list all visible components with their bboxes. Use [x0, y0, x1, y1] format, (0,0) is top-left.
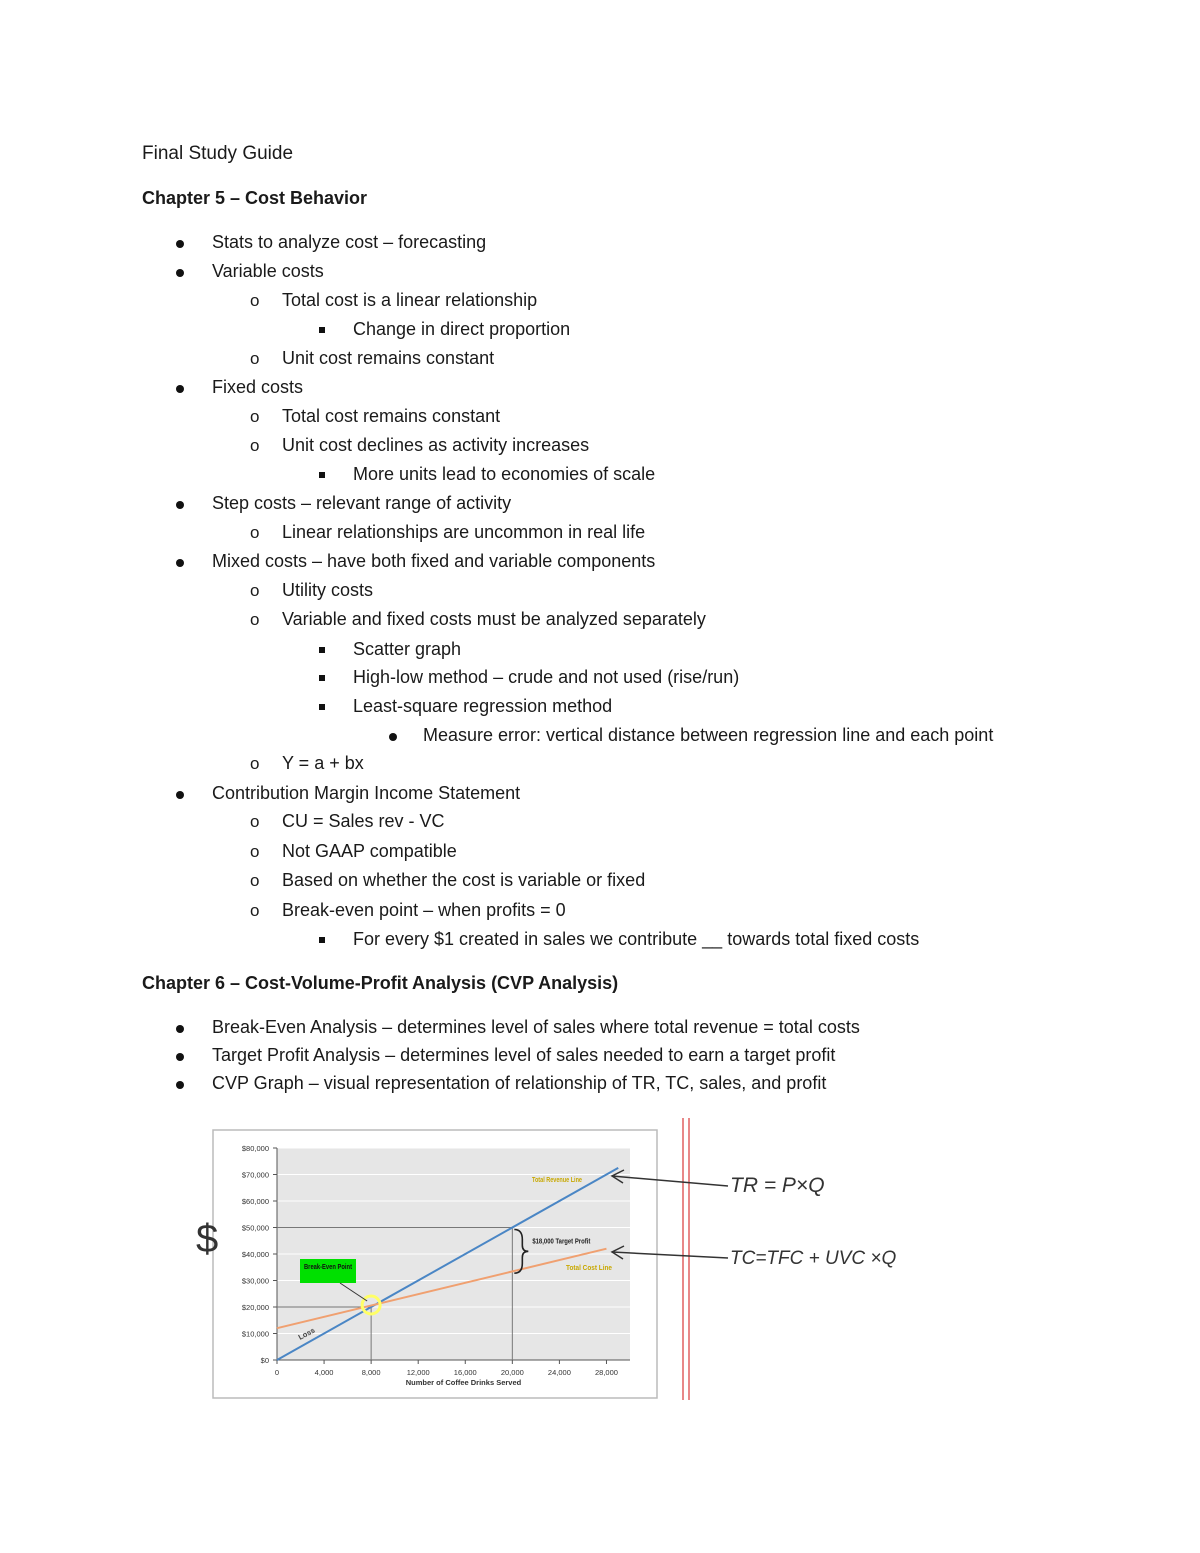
handwritten-tr-formula: TR = P×Q — [730, 1174, 825, 1197]
handwritten-dollar: $ — [196, 1217, 219, 1261]
x-tick-label: 20,000 — [500, 1368, 524, 1377]
circle-bullet-icon: o — [250, 901, 260, 920]
list-item: Step costs – relevant range of activity — [212, 493, 512, 513]
list-item: Measure error: vertical distance between regression line and each point — [423, 725, 994, 745]
y-tick-label: $0 — [260, 1356, 269, 1365]
target-profit-label: $18,000 Target Profit — [532, 1236, 591, 1246]
list-item: Fixed costs — [212, 377, 304, 397]
circle-bullet-icon: o — [250, 436, 260, 455]
list-item: High-low method – crude and not used (rise/run) — [353, 667, 740, 687]
total-revenue-label: Total Revenue Line — [532, 1175, 582, 1184]
list-item: For every $1 created in sales we contribute __ towards total fixed costs — [353, 929, 920, 949]
y-tick-label: $40,000 — [241, 1250, 269, 1259]
list-item: Least-square regression method — [353, 696, 613, 716]
list-item: Variable costs — [212, 261, 324, 281]
circle-bullet-icon: o — [250, 407, 260, 426]
list-item: Linear relationships are uncommon in real life — [282, 522, 646, 542]
circle-bullet-icon: o — [250, 581, 260, 600]
x-tick-label: 28,000 — [594, 1368, 618, 1377]
circle-bullet-icon: o — [250, 871, 260, 890]
y-tick-label: $60,000 — [241, 1197, 269, 1206]
y-tick-labels — [242, 1144, 269, 1365]
list-item: CU = Sales rev - VC — [282, 811, 445, 831]
list-item: Unit cost remains constant — [282, 348, 495, 368]
list-item: Based on whether the cost is variable or fixed — [282, 870, 646, 890]
x-tick-label: 0 — [274, 1368, 280, 1377]
circle-bullet-icon: o — [250, 610, 260, 629]
circle-bullet-icon: o — [250, 754, 260, 773]
list-item: Target Profit Analysis – determines level of sales needed to earn a target profit — [212, 1045, 836, 1065]
x-tick-label: 16,000 — [453, 1368, 477, 1377]
list-item: Utility costs — [282, 580, 374, 600]
list-item: Y = a + bx — [282, 753, 364, 773]
break-even-label: Break-Even Point — [304, 1262, 353, 1271]
document-title: Final Study Guide — [142, 143, 294, 164]
loss-label: Loss — [296, 1325, 317, 1342]
x-tick-label: 8,000 — [361, 1368, 381, 1377]
handwritten-tc-formula: TC=TFC + UVC ×Q — [730, 1248, 897, 1269]
y-tick-label: $70,000 — [241, 1170, 269, 1180]
y-tick-label: $80,000 — [241, 1144, 269, 1153]
y-tick-label: $10,000 — [241, 1329, 269, 1339]
circle-bullet-icon: o — [250, 349, 260, 368]
list-item: Break-even point – when profits = 0 — [282, 900, 566, 920]
total-cost-label: Total Cost Line — [566, 1263, 612, 1272]
y-tick-label: $20,000 — [241, 1303, 269, 1312]
x-axis-label: Number of Coffee Drinks Served — [405, 1378, 522, 1387]
chapter-6-heading: Chapter 6 – Cost-Volume-Profit Analysis (CVP Analysis) — [142, 973, 619, 993]
x-tick-label: 24,000 — [547, 1368, 571, 1377]
x-tick-label: 4,000 — [314, 1368, 334, 1377]
list-item: Mixed costs – have both fixed and variable components — [212, 551, 656, 571]
circle-bullet-icon: o — [250, 523, 260, 542]
list-item: Contribution Margin Income Statement — [212, 783, 521, 803]
x-tick-label: 12,000 — [406, 1368, 430, 1377]
list-item: Total cost remains constant — [282, 406, 501, 426]
list-item: Change in direct proportion — [353, 319, 571, 339]
list-item: Stats to analyze cost – forecasting — [212, 232, 487, 252]
chapter-5-heading: Chapter 5 – Cost Behavior — [142, 188, 368, 208]
list-item: Unit cost declines as activity increases — [282, 435, 590, 455]
circle-bullet-icon: o — [250, 812, 260, 831]
circle-bullet-icon: o — [250, 842, 260, 861]
list-item: Not GAAP compatible — [282, 841, 457, 861]
y-tick-label: $50,000 — [241, 1223, 269, 1233]
list-item: Total cost is a linear relationship — [282, 290, 538, 310]
list-item: Break-Even Analysis – determines level of sales where total revenue = total costs — [212, 1017, 860, 1037]
list-item: Scatter graph — [353, 639, 462, 659]
circle-bullet-icon: o — [250, 291, 260, 310]
list-item: Variable and fixed costs must be analyzed separately — [282, 609, 706, 629]
y-tick-label: $30,000 — [241, 1276, 269, 1286]
list-item: More units lead to economies of scale — [353, 464, 656, 484]
list-item: CVP Graph – visual representation of relationship of TR, TC, sales, and profit — [212, 1073, 827, 1093]
